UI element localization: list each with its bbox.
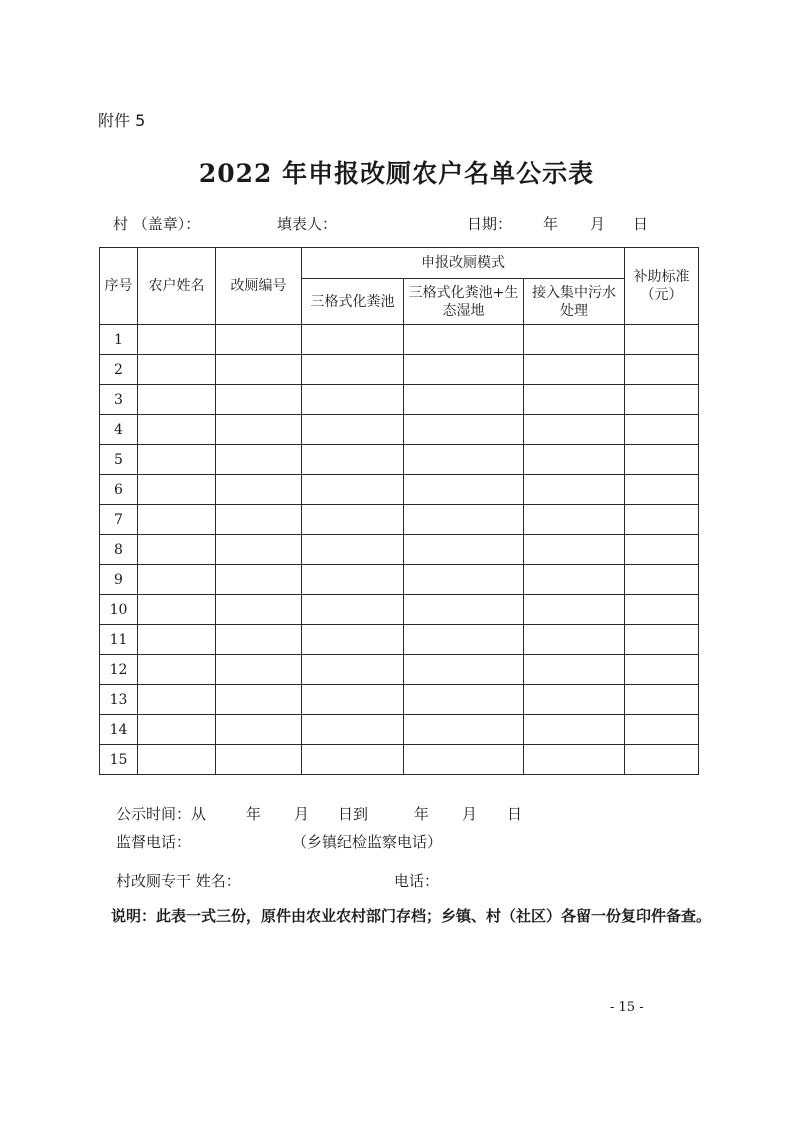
table-cell [138, 625, 216, 655]
header-mode-1: 三格式化粪池 [302, 279, 404, 325]
publicity-year-to: 年 [414, 805, 430, 823]
table-cell [302, 565, 404, 595]
row-number: 14 [100, 715, 138, 745]
explanation-note: 说明：此表一式三份，原件由农业农村部门存档；乡镇、村（社区）各留一份复印件备查。 [111, 907, 712, 925]
table-cell [404, 745, 524, 775]
table-cell [216, 505, 302, 535]
table-cell [216, 595, 302, 625]
table-cell [302, 715, 404, 745]
table-cell [138, 685, 216, 715]
table-cell [404, 445, 524, 475]
table-cell [302, 445, 404, 475]
table-cell [138, 415, 216, 445]
table-cell [216, 445, 302, 475]
table-cell [524, 655, 625, 685]
table-cell [216, 565, 302, 595]
row-number: 6 [100, 475, 138, 505]
table-cell [216, 475, 302, 505]
table-cell [524, 625, 625, 655]
table-cell [404, 625, 524, 655]
table-cell [625, 595, 699, 625]
table-cell [625, 715, 699, 745]
table-row [100, 655, 699, 685]
table-row [100, 415, 699, 445]
table-cell [216, 745, 302, 775]
row-number: 4 [100, 415, 138, 445]
table-cell [625, 625, 699, 655]
table-cell [524, 565, 625, 595]
table-cell [302, 535, 404, 565]
village-seal-label: 村 （盖章）： [113, 215, 201, 233]
header-renovation-mode: 申报改厕模式 [302, 248, 625, 279]
table-cell [138, 475, 216, 505]
table-cell [625, 685, 699, 715]
table-cell [404, 595, 524, 625]
table-cell [302, 505, 404, 535]
row-number: 11 [100, 625, 138, 655]
table-cell [404, 355, 524, 385]
page-title: 2022 年申报改厕农户名单公示表 [198, 159, 595, 188]
row-number: 13 [100, 685, 138, 715]
table-cell [302, 685, 404, 715]
publicity-time-label: 公示时间：从 [116, 805, 207, 823]
row-number: 10 [100, 595, 138, 625]
table-cell [216, 355, 302, 385]
table-row [100, 715, 699, 745]
table-cell [138, 385, 216, 415]
table-cell [524, 415, 625, 445]
table-row [100, 625, 699, 655]
table-row [100, 535, 699, 565]
table-cell [302, 475, 404, 505]
table-cell [524, 595, 625, 625]
household-table [99, 247, 699, 775]
table-cell [216, 715, 302, 745]
table-cell [625, 445, 699, 475]
date-year-label: 年 [543, 215, 559, 233]
table-cell [216, 385, 302, 415]
header-subsidy: 补助标准（元） [625, 248, 699, 325]
header-farmer-name: 农户姓名 [138, 248, 216, 325]
table-cell [302, 355, 404, 385]
table-cell [625, 535, 699, 565]
table-cell [524, 715, 625, 745]
publicity-month-to: 月 [462, 805, 478, 823]
publicity-month-from: 月 [294, 805, 310, 823]
table-cell [138, 715, 216, 745]
table-cell [404, 685, 524, 715]
staff-phone-label: 电话： [394, 872, 440, 890]
table-cell [138, 745, 216, 775]
row-number: 12 [100, 655, 138, 685]
row-number: 8 [100, 535, 138, 565]
table-cell [625, 505, 699, 535]
row-number: 3 [100, 385, 138, 415]
table-cell [302, 745, 404, 775]
row-number: 7 [100, 505, 138, 535]
table-cell [625, 475, 699, 505]
table-cell [404, 385, 524, 415]
table-cell [625, 325, 699, 355]
table-cell [524, 355, 625, 385]
table-row [100, 745, 699, 775]
table-cell [138, 505, 216, 535]
table-cell [524, 685, 625, 715]
table-row [100, 685, 699, 715]
table-cell [404, 325, 524, 355]
table-cell [216, 625, 302, 655]
publicity-day-to: 日到 [338, 805, 369, 823]
table-cell [138, 355, 216, 385]
table-cell [404, 565, 524, 595]
table-cell [216, 655, 302, 685]
table-cell [625, 355, 699, 385]
table-cell [404, 715, 524, 745]
attachment-label: 附件 5 [98, 111, 146, 130]
header-seq: 序号 [100, 248, 138, 325]
supervision-phone-label: 监督电话： [116, 833, 192, 851]
table-cell [302, 385, 404, 415]
table-cell [302, 415, 404, 445]
table-cell [524, 505, 625, 535]
filler-label: 填表人： [277, 215, 338, 233]
publicity-year-from: 年 [246, 805, 262, 823]
row-number: 5 [100, 445, 138, 475]
table-cell [404, 655, 524, 685]
row-number: 2 [100, 355, 138, 385]
table-cell [625, 565, 699, 595]
date-label: 日期： [467, 215, 513, 233]
table-cell [302, 325, 404, 355]
table-cell [404, 505, 524, 535]
table-cell [625, 655, 699, 685]
table-cell [216, 325, 302, 355]
header-mode-2: 三格式化粪池+生态湿地 [404, 279, 524, 325]
table-cell [302, 595, 404, 625]
table-row [100, 355, 699, 385]
table-cell [524, 535, 625, 565]
table-cell [524, 385, 625, 415]
table-cell [138, 325, 216, 355]
table-row [100, 505, 699, 535]
table-cell [138, 445, 216, 475]
table-cell [302, 655, 404, 685]
table-cell [138, 655, 216, 685]
date-month-label: 月 [590, 215, 606, 233]
supervision-phone-note: （乡镇纪检监察电话） [292, 833, 443, 851]
table-cell [216, 415, 302, 445]
date-day-label: 日 [633, 215, 649, 233]
table-row [100, 445, 699, 475]
table-cell [216, 685, 302, 715]
table-row [100, 385, 699, 415]
table-row [100, 325, 699, 355]
row-number: 9 [100, 565, 138, 595]
table-cell [625, 745, 699, 775]
table-row [100, 475, 699, 505]
table-row [100, 565, 699, 595]
table-cell [138, 535, 216, 565]
table-cell [524, 325, 625, 355]
table-cell [404, 535, 524, 565]
row-number: 1 [100, 325, 138, 355]
staff-name-label: 村改厕专干 姓名： [116, 872, 241, 890]
table-row [100, 595, 699, 625]
table-cell [138, 595, 216, 625]
row-number: 15 [100, 745, 138, 775]
header-mode-3: 接入集中污水处理 [524, 279, 625, 325]
publicity-day-end: 日 [507, 805, 523, 823]
table-cell [625, 385, 699, 415]
table-cell [524, 475, 625, 505]
page-number: - 15 - [610, 1000, 644, 1015]
table-cell [216, 535, 302, 565]
table-cell [404, 475, 524, 505]
table-cell [404, 415, 524, 445]
table-cell [302, 625, 404, 655]
table-cell [524, 445, 625, 475]
table-cell [138, 565, 216, 595]
table-cell [524, 745, 625, 775]
header-toilet-code: 改厕编号 [216, 248, 302, 325]
table-cell [625, 415, 699, 445]
